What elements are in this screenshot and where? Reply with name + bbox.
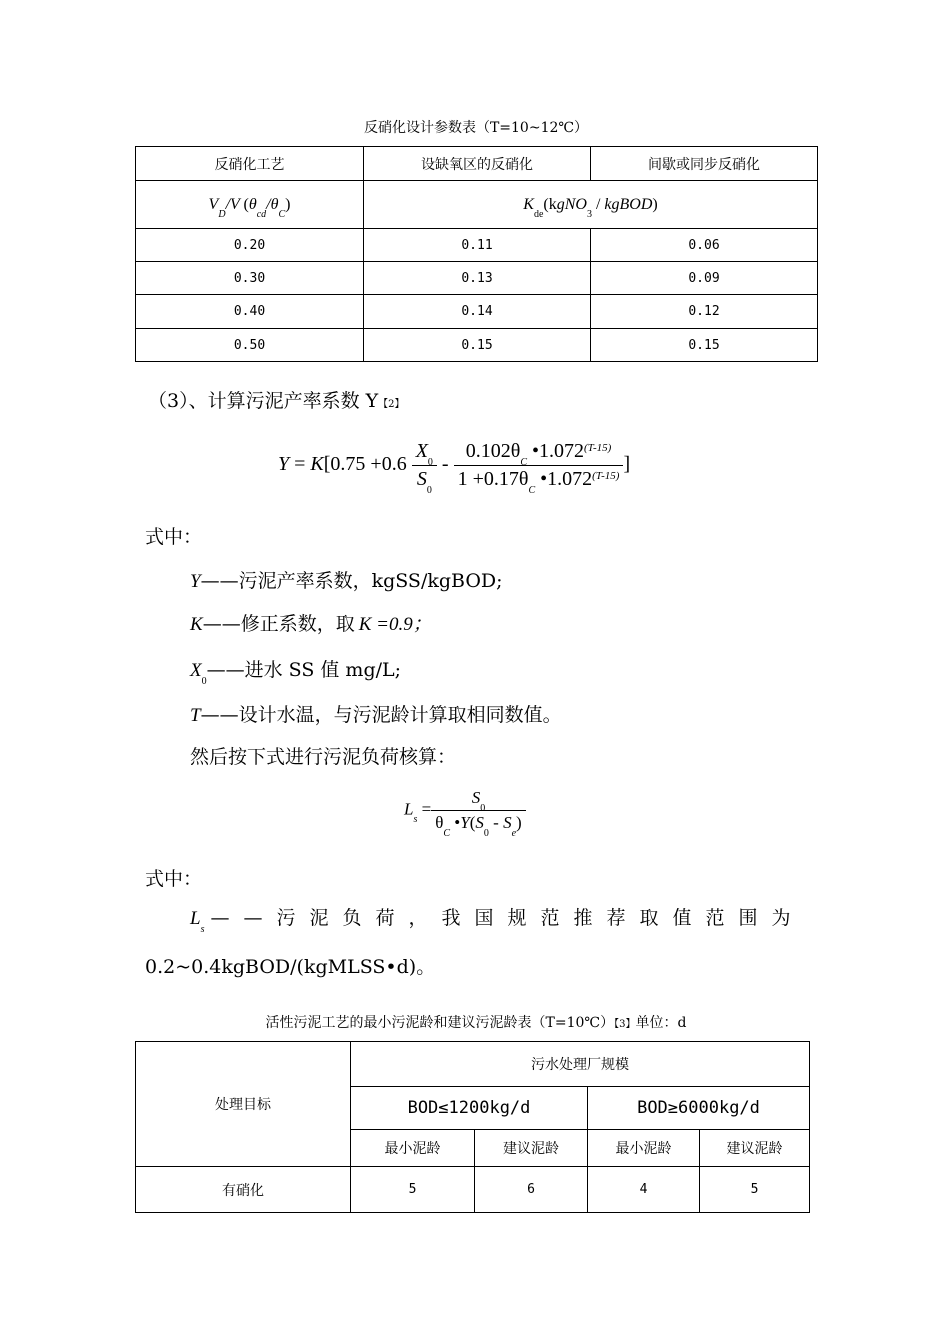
then-text: 然后按下式进行污泥负荷核算： <box>190 746 457 768</box>
section-heading: （3）、计算污泥产率系数 Y【2】 <box>148 390 405 412</box>
cell: 0.09 <box>591 262 818 295</box>
denitrification-table <box>135 146 818 362</box>
row-target: 有硝化 <box>136 1167 351 1213</box>
header-target: 处理目标 <box>136 1042 351 1167</box>
cell: 0.30 <box>136 262 364 295</box>
cell: 0.15 <box>364 329 591 362</box>
cell: 0.14 <box>364 295 591 329</box>
cell: 5 <box>351 1167 475 1213</box>
def-X0: $X_0——$进水 SS 值 mg/L; <box>190 659 402 687</box>
def-Ls: $L_s$ ——污泥负荷，我国规范推荐取值范围为 <box>190 907 805 935</box>
def-Y: Y——污泥产率系数，kgSS/kgBOD; <box>190 570 503 592</box>
cell: 0.12 <box>591 295 818 329</box>
header-scale-small: BOD≤1200kg/d <box>351 1087 588 1130</box>
cell: 0.15 <box>591 329 818 362</box>
subheader-ratio: $V_D/V$ $(\theta_{cd}/\theta_C)$ <box>136 181 364 229</box>
table1-caption: 反硝化设计参数表（T=10~12℃） <box>363 120 589 136</box>
cell: 0.13 <box>364 262 591 295</box>
header-intermittent: 间歇或同步反硝化 <box>591 147 818 181</box>
subheader-kde: $K_{de}(kgNO_3$ / kgBOD) <box>364 181 818 229</box>
cell: 5 <box>700 1167 810 1213</box>
where-label-2: 式中： <box>145 868 203 890</box>
subheader-suggested-age: 建议泥龄 <box>475 1130 588 1167</box>
cell: 0.06 <box>591 229 818 262</box>
cell: 0.50 <box>136 329 364 362</box>
table2-caption: 活性污泥工艺的最小污泥龄和建议污泥龄表（T=10℃）【3】单位：d <box>265 1015 687 1031</box>
cell: 4 <box>588 1167 700 1213</box>
formula-sludge-load: $L_s$ = $\frac{S_0}{\theta_C •Y(S_0 - S_e)}$ <box>404 788 526 833</box>
header-process: 反硝化工艺 <box>136 147 364 181</box>
subheader-min-age: 最小泥龄 <box>588 1130 700 1167</box>
subheader-suggested-age: 建议泥龄 <box>700 1130 810 1167</box>
cell: 0.40 <box>136 295 364 329</box>
cell: 6 <box>475 1167 588 1213</box>
sludge-age-table <box>135 1041 810 1213</box>
cell: 0.20 <box>136 229 364 262</box>
header-anoxic: 设缺氧区的反硝化 <box>364 147 591 181</box>
cell: 0.11 <box>364 229 591 262</box>
formula-sludge-yield: Y = K[0.75 +0.6 $\frac{X_0}{S_0}$ - $\frac{0.102\theta_C •1.072^{(T-15)}}{1 +0.17\theta_C •1.072^{(T-15)}}$ ] <box>278 440 631 496</box>
where-label-1: 式中： <box>145 526 203 548</box>
def-Ls-cont: 0.2~0.4kgBOD/(kgMLSS•d)。 <box>145 956 436 978</box>
def-K: K——修正系数，取 K =0.9； <box>190 613 432 635</box>
header-plant-scale: 污水处理厂规模 <box>351 1042 810 1087</box>
def-T: T——设计水温，与污泥龄计算取相同数值。 <box>190 704 562 726</box>
header-scale-large: BOD≥6000kg/d <box>588 1087 810 1130</box>
subheader-min-age: 最小泥龄 <box>351 1130 475 1167</box>
